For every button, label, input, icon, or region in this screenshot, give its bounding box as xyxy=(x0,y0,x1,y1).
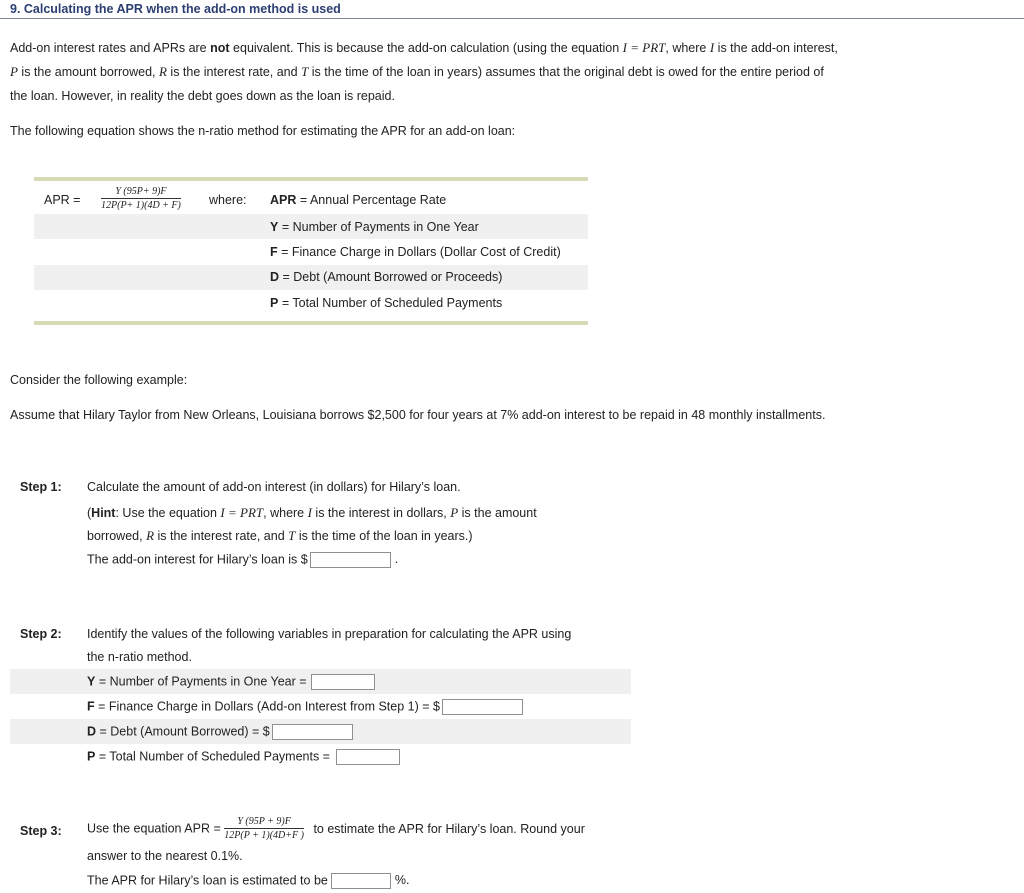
intro-line-3: the loan. However, in reality the debt goes down as the loan is repaid. xyxy=(10,89,395,103)
hint-text: is the interest rate, and xyxy=(154,529,289,543)
step3-answer-label: The APR for Hilary’s loan is estimated to be xyxy=(87,873,328,888)
intro-text: is the amount borrowed, xyxy=(17,65,159,79)
def-text: = Annual Percentage Rate xyxy=(296,193,447,207)
intro-line-1 xyxy=(10,36,838,60)
hint-text: , where xyxy=(263,506,308,520)
row-text: = Finance Charge in Dollars (Add-on Interest from Step 1) = $ xyxy=(94,699,440,714)
apr-formula xyxy=(101,186,181,211)
def-var: D xyxy=(270,270,280,284)
step3-answer-row xyxy=(87,873,409,889)
step2-row-y xyxy=(87,674,375,690)
step3-line1 xyxy=(87,816,585,841)
row-text: = Debt (Amount Borrowed) = $ xyxy=(96,724,270,739)
def-var: P xyxy=(270,296,279,310)
intro-equation: I = PRT xyxy=(622,40,666,55)
step1-answer-row xyxy=(87,552,398,568)
formula-denominator: 12P(P+ 1)(4D + F) xyxy=(101,200,181,211)
def-p xyxy=(270,296,502,310)
example-assume: Assume that Hilary Taylor from New Orleans, Louisiana borrows $2,500 for four years at 7% add-on interest to be repaid in 48 monthly installments. xyxy=(10,408,826,422)
formula-numerator: Y (95P+ 9)F xyxy=(101,186,181,199)
row-var: Y xyxy=(87,674,96,689)
step3-formula xyxy=(224,816,304,841)
step2-row-d xyxy=(87,724,353,740)
step3-percent: %. xyxy=(394,873,410,888)
hint-equation: I = PRT xyxy=(220,505,264,520)
def-d xyxy=(270,270,502,284)
step1-hint-2 xyxy=(87,528,473,544)
def-y xyxy=(270,220,479,234)
intro-var: T xyxy=(301,64,309,79)
where-label: where: xyxy=(209,193,247,207)
finance-charge-input[interactable] xyxy=(442,699,523,715)
intro-line-4: The following equation shows the n-ratio method for estimating the APR for an add-on loan: xyxy=(10,124,516,138)
step3-text: Use the equation APR = xyxy=(87,821,221,836)
step2-line1: Identify the values of the following variables in preparation for calculating the APR using xyxy=(87,627,572,641)
apr-estimate-input[interactable] xyxy=(331,873,391,889)
intro-text: equivalent. This is because the add-on calculation (using the equation xyxy=(229,41,623,55)
hint-text: borrowed, xyxy=(87,529,147,543)
intro-text: is the add-on interest, xyxy=(714,41,838,55)
formula-bottom-rule xyxy=(34,321,588,325)
def-text: = Finance Charge in Dollars (Dollar Cost of Credit) xyxy=(277,245,561,259)
intro-line-2 xyxy=(10,60,824,84)
intro-text: , where xyxy=(665,41,710,55)
row-var: D xyxy=(87,724,97,739)
def-text: = Number of Payments in One Year xyxy=(278,220,479,234)
step2-label: Step 2: xyxy=(20,627,62,641)
intro-text: is the time of the loan in years) assumes that the original debt is owed for the entire period of xyxy=(308,65,824,79)
step1-line1: Calculate the amount of add-on interest (in dollars) for Hilary’s loan. xyxy=(87,480,461,494)
formula-top-rule xyxy=(34,177,588,181)
step1-hint xyxy=(87,505,537,521)
hint-text: : Use the equation xyxy=(115,506,221,520)
row-text: = Total Number of Scheduled Payments = xyxy=(95,749,330,764)
hint-text: is the amount xyxy=(458,506,537,520)
add-on-interest-input[interactable] xyxy=(310,552,391,568)
apr-label: APR = xyxy=(44,193,81,207)
intro-var: P xyxy=(10,64,18,79)
hint-var: R xyxy=(146,528,155,543)
hint-var: T xyxy=(288,528,296,543)
step1-label: Step 1: xyxy=(20,480,62,494)
hint-bold: Hint xyxy=(91,506,116,520)
def-text: = Debt (Amount Borrowed or Proceeds) xyxy=(279,270,503,284)
page-title: 9. Calculating the APR when the add-on method is used xyxy=(10,2,341,16)
hint-text: is the time of the loan in years.) xyxy=(295,529,473,543)
example-consider: Consider the following example: xyxy=(10,373,188,387)
step2-row-p xyxy=(87,749,400,765)
payments-per-year-input[interactable] xyxy=(311,674,375,690)
def-var: APR xyxy=(270,193,297,207)
intro-var: I xyxy=(709,40,715,55)
formula-denominator: 12P(P + 1)(4D+F ) xyxy=(224,830,304,841)
row-text: = Number of Payments in One Year = xyxy=(95,674,307,689)
intro-text: is the interest rate, and xyxy=(166,65,302,79)
hint-text: ( xyxy=(87,506,92,520)
def-var: Y xyxy=(270,220,279,234)
def-text: = Total Number of Scheduled Payments xyxy=(278,296,503,310)
step1-answer-label: The add-on interest for Hilary’s loan is $ xyxy=(87,552,308,567)
step3-line2: answer to the nearest 0.1%. xyxy=(87,849,243,863)
row-var: P xyxy=(87,749,96,764)
def-apr xyxy=(270,193,446,207)
intro-bold-not: not xyxy=(210,41,230,55)
hint-var: I xyxy=(307,505,312,520)
step2-line2: the n-ratio method. xyxy=(87,650,192,664)
step3-text: to estimate the APR for Hilary’s loan. Round your xyxy=(313,821,585,836)
step1-answer-period: . xyxy=(394,552,399,567)
formula-numerator: Y (95P + 9)F xyxy=(224,816,304,829)
scheduled-payments-input[interactable] xyxy=(336,749,400,765)
row-var: F xyxy=(87,699,95,714)
step3-label: Step 3: xyxy=(20,824,62,838)
hint-var: P xyxy=(450,505,459,520)
def-var: F xyxy=(270,245,278,259)
def-f xyxy=(270,245,561,259)
debt-amount-input[interactable] xyxy=(272,724,353,740)
intro-text: Add-on interest rates and APRs are xyxy=(10,41,211,55)
intro-var: R xyxy=(159,64,167,79)
step2-row-f xyxy=(87,699,523,715)
hint-text: is the interest in dollars, xyxy=(311,506,451,520)
